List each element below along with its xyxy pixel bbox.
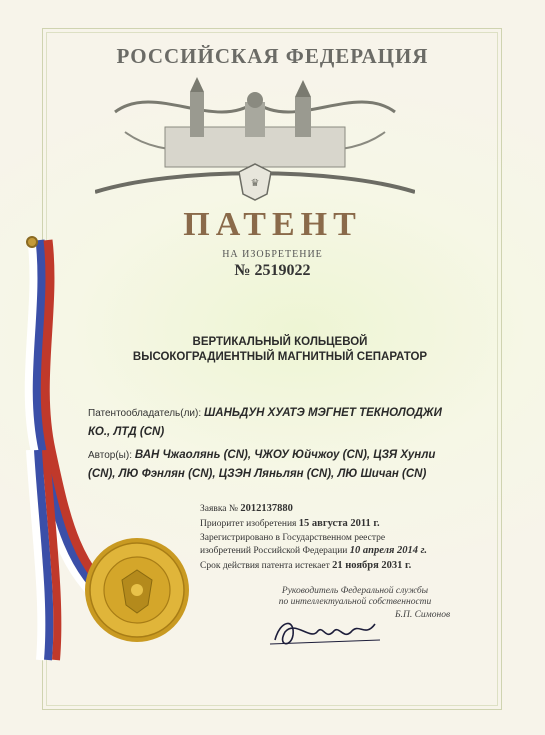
- invention-title-line1: ВЕРТИКАЛЬНЫЙ КОЛЬЦЕВОЙ: [192, 336, 368, 348]
- application-value: 2012137880: [240, 503, 293, 514]
- holder-label: Патентообладатель(ли):: [88, 408, 202, 419]
- priority-label: Приоритет изобретения: [200, 519, 297, 529]
- authors-value: ВАН Чжаолянь (CN), ЧЖОУ Юйчжоу (CN), ЦЗЯ Хунли (CN), ЛЮ Фэнлян (CN), ЦЗЭН Ляньлян (CN), ЛЮ Шичан (CN): [88, 449, 436, 480]
- svg-text:♛: ♛: [250, 178, 260, 189]
- registered-value: 10 апреля 2014 г.: [349, 545, 428, 556]
- priority-value: 15 августа 2011 г.: [298, 518, 380, 529]
- validity-value: 21 ноября 2031 г.: [332, 560, 412, 571]
- patent-number: № 2519022: [234, 262, 311, 279]
- patent-subheading: НА ИЗОБРЕТЕНИЕ: [222, 249, 323, 260]
- country-title: РОССИЙСКАЯ ФЕДЕРАЦИЯ: [116, 44, 429, 68]
- application-line: [200, 503, 293, 514]
- registered-line1: Зарегистрировано в Государственном реестре: [200, 533, 386, 543]
- handwritten-signature: [265, 610, 385, 652]
- patent-authors: [88, 446, 463, 483]
- patent-holder: [88, 404, 463, 441]
- signatory-position-line1: Руководитель Федеральной службы: [281, 586, 429, 596]
- invention-title: [90, 335, 470, 365]
- signatory-position-line2: по интеллектуальной собственности: [278, 597, 432, 607]
- gold-seal: [82, 535, 192, 645]
- validity-label: Срок действия патента истекает: [200, 561, 330, 571]
- priority-line: [200, 518, 380, 529]
- validity-line: [200, 560, 411, 571]
- signatory-position: [255, 586, 455, 608]
- application-label: Заявка №: [200, 504, 238, 514]
- registered-label: изобретений Российской Федерации: [200, 546, 348, 556]
- signatory-name: Б.П. Симонов: [395, 610, 451, 620]
- registered-line2: [200, 545, 427, 556]
- authors-label: Автор(ы):: [88, 450, 132, 461]
- holder-value: ШАНЬДУН ХУАТЭ МЭГНЕТ ТЕКНОЛОДЖИ КО., ЛТД (CN): [88, 407, 442, 438]
- invention-title-line2: ВЫСОКОГРАДИЕНТНЫЙ МАГНИТНЫЙ СЕПАРАТОР: [132, 351, 428, 363]
- kremlin-emblem: [95, 72, 415, 212]
- patent-heading: ПАТЕНТ: [183, 206, 362, 243]
